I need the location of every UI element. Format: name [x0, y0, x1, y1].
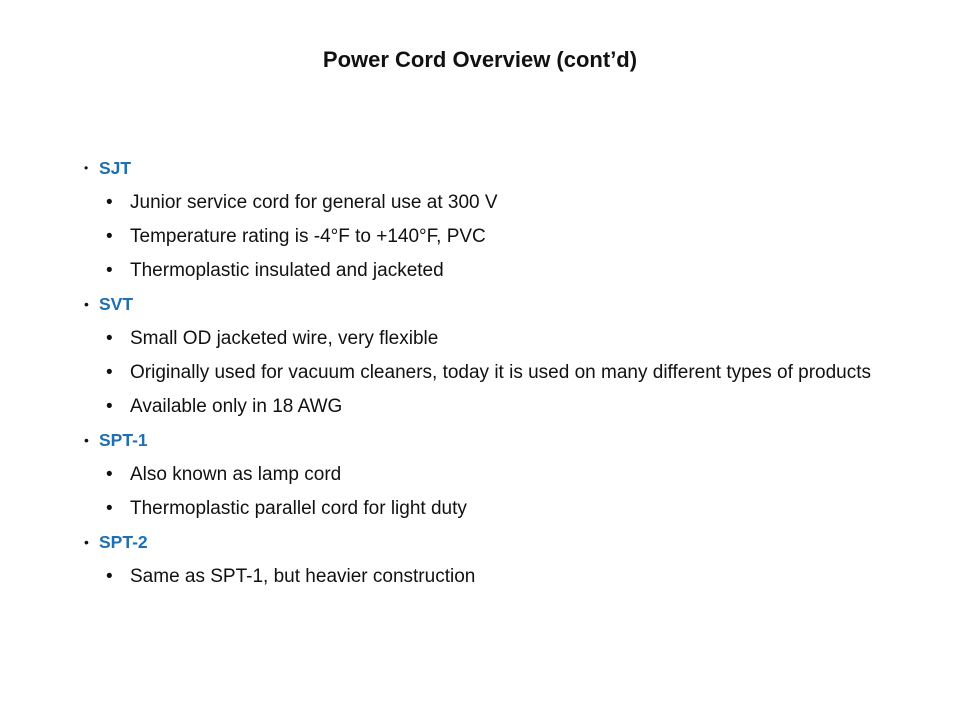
- list-item-text: Originally used for vacuum cleaners, today it is used on many different types of products: [130, 362, 872, 383]
- section-heading-label: SPT-1: [99, 430, 148, 450]
- bullet-icon: •: [84, 534, 89, 550]
- bullet-icon: •: [106, 396, 113, 417]
- list-item-text: Also known as lamp cord: [130, 464, 342, 485]
- list-item-text: Temperature rating is -4°F to +140°F, PVC: [130, 226, 486, 247]
- section-heading-sjt: [84, 156, 904, 180]
- section-heading-label: SPT-2: [99, 532, 148, 552]
- list-item-text: Available only in 18 AWG: [130, 396, 343, 417]
- list-item: [106, 258, 904, 283]
- list-item: [106, 496, 904, 521]
- bullet-icon: •: [84, 296, 89, 312]
- bullet-icon: •: [106, 566, 113, 587]
- list-item: [106, 564, 904, 589]
- bullet-icon: •: [106, 260, 113, 281]
- list-item: [106, 360, 904, 385]
- bullet-icon: •: [106, 328, 113, 349]
- list-item: [106, 190, 904, 215]
- list-item: [106, 224, 904, 249]
- list-item: [106, 462, 904, 487]
- list-item-text: Small OD jacketed wire, very flexible: [130, 328, 439, 349]
- list-item-text: Junior service cord for general use at 300 V: [130, 192, 498, 213]
- list-item-text: Thermoplastic parallel cord for light duty: [130, 498, 467, 519]
- bullet-icon: •: [106, 192, 113, 213]
- bullet-icon: •: [84, 432, 89, 448]
- bullet-icon: •: [106, 498, 113, 519]
- bullet-icon: •: [106, 464, 113, 485]
- bullet-icon: •: [106, 226, 113, 247]
- list-item: [106, 326, 904, 351]
- list-item-text: Thermoplastic insulated and jacketed: [130, 260, 444, 281]
- section-heading-spt-1: [84, 428, 904, 452]
- slide-title: Power Cord Overview (cont’d): [322, 47, 638, 72]
- bullet-list: [84, 156, 904, 598]
- section-heading-svt: [84, 292, 904, 316]
- section-heading-spt-2: [84, 530, 904, 554]
- list-item: [106, 394, 904, 419]
- section-heading-label: SVT: [99, 294, 134, 314]
- section-heading-label: SJT: [99, 158, 132, 178]
- list-item-text: Same as SPT-1, but heavier construction: [130, 566, 476, 587]
- bullet-icon: •: [84, 161, 89, 175]
- bullet-icon: •: [106, 362, 113, 383]
